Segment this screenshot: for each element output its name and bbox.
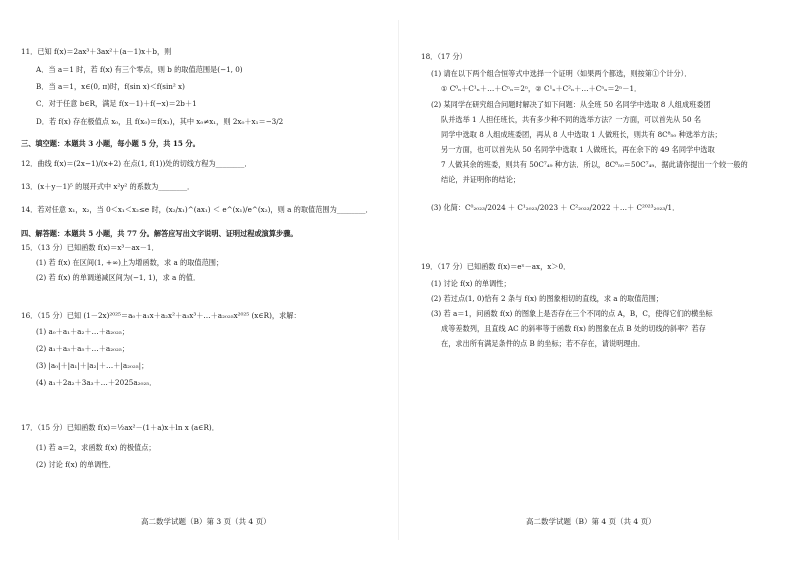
q12: 12．曲线 f(x)＝(2x−1)/(x+2) 在点(1, f(1))处的切线方程为________． (21, 159, 252, 168)
q17-part-1: (1) 若 a＝2，求函数 f(x) 的极值点； (36, 443, 156, 452)
q11-option-d: D．若 f(x) 存在极值点 x₀，且 f(x₀)＝f(x₁)，其中 x₀≠x₁，则 2x₀＋x₁＝−3/2 (36, 117, 284, 126)
q11-stem: 11．已知 f(x)＝2ax³＋3ax²＋(a－1)x＋b，则 (21, 47, 172, 56)
q11-option-c: C．对于任意 b∈R，满足 f(x－1)＋f(−x)＝2b＋1 (36, 99, 197, 108)
q15-part-2: (2) 若 f(x) 的单调递减区间为(−1, 1)，求 a 的值． (36, 273, 201, 282)
q18-part-3: (3) 化简：C⁰₂₀₂₃/2024 ＋ C¹₂₀₂₃/2023 ＋ C²₂₀₂₃/2022 ＋…＋ C²⁰²³₂₀₂₃/1． (431, 203, 680, 212)
section-3-heading: 三、填空题：本题共 3 小题，每小题 5 分，共 15 分。 (21, 139, 200, 148)
q13: 13．(x＋y－1)⁵ 的展开式中 x²y² 的系数为________． (21, 182, 195, 191)
q18-part-2-line-1: (2) 某同学在研究组合问题时解决了如下问题：从全班 50 名同学中选取 8 人组成班委团 (431, 100, 711, 109)
q16-part-3: (3) |a₀|＋|a₁|＋|a₂|＋…＋|a₂₀₂₅|； (36, 361, 149, 370)
q17-stem: 17．（15 分）已知函数 f(x)＝½ax²－(1＋a)x＋ln x (a∈R)． (21, 423, 219, 432)
q18-part-2-line-6: 结论，并证明你的结论； (441, 175, 521, 184)
q18-part-1: (1) 请在以下两个组合恒等式中选择一个证明（如果两个都选，则按第①个计分）． (431, 69, 692, 78)
q19-stem: 19．（17 分）已知函数 f(x)＝eˣ－ax，x＞0． (421, 262, 571, 271)
q11-option-b: B．当 a＝1，x∈(0, π)时，f(sin x)＜f(sin² x) (36, 82, 185, 91)
q16-stem: 16．（15 分）已知 (1－2x)²⁰²⁵＝a₀＋a₁x＋a₂x²＋a₃x³＋…＋a₂₀₂₅x²⁰²⁵ (x∈R)，求解： (21, 311, 301, 320)
q16-part-4: (4) a₁＋2a₂＋3a₃＋…＋2025a₂₀₂₅． (36, 378, 157, 387)
q19-part-3-line-3: 在，求出所有满足条件的点 B 的坐标；若不存在，请说明理由． (441, 339, 645, 348)
q14: 14．若对任意 x₁，x₂，当 0＜x₁＜x₂≤e 时，(x₂/x₁)^(ax₁) ＜ e^(x₁)/e^(x₂)，则 a 的取值范围为________． (21, 205, 373, 214)
exam-page-4 (400, 0, 800, 566)
q15-part-1: (1) 若 f(x) 在区间(1, +∞)上为增函数，求 a 的取值范围； (36, 258, 224, 267)
page-divider (398, 20, 399, 540)
q16-part-1: (1) a₀＋a₁＋a₂＋…＋a₂₀₂₅； (36, 327, 129, 336)
q15-stem: 15．（13 分）已知函数 f(x)＝x³－ax－1． (21, 243, 159, 252)
q18-part-2-line-3: 同学中选取 8 人组成班委团，再从 8 人中选取 1 人做班长，则共有 8C⁸₅₀ 种选举方法； (441, 130, 722, 139)
q18-part-2-line-4: 另一方面，也可以首先从 50 名同学中选取 1 人做班长，再在余下的 49 名同学中选取 (441, 145, 715, 154)
q17-part-2: (2) 讨论 f(x) 的单调性． (36, 460, 116, 469)
section-4-heading: 四、解答题：本题共 5 小题，共 77 分。解答应写出文字说明、证明过程或演算步骤。 (21, 229, 298, 238)
q18-part-2-line-2: 队并选举 1 人担任班长，共有多少种不同的选举方法？一方面，可以首先从 50 名 (441, 115, 702, 124)
q19-part-3-line-2: 成等差数列，且直线 AC 的斜率等于函数 f(x) 的图象在点 B 处的切线的斜率？若存 (441, 324, 706, 333)
page-4-footer: 高二数学试题（B）第 4 页（共 4 页） (526, 517, 656, 526)
q18-part-1-formulas: ① C⁰ₙ＋C¹ₙ＋…＋Cⁿₙ＝2ⁿ，② C¹ₙ＋C²ₙ＋…＋Cⁿₙ＝2ⁿ－1． (441, 84, 642, 93)
page-3-footer: 高二数学试题（B）第 3 页（共 4 页） (141, 517, 271, 526)
q19-part-1: (1) 讨论 f(x) 的单调性； (431, 279, 511, 288)
q19-part-3-line-1: (3) 若 a＝1，问函数 f(x) 的图象上是否存在三个不同的点 A，B，C，使得它们的横坐标 (431, 309, 713, 318)
q19-part-2: (2) 若过点(1, 0)恰有 2 条与 f(x) 的图象相切的直线，求 a 的取值范围； (431, 294, 663, 303)
q18-stem: 18．（17 分） (421, 52, 467, 61)
q16-part-2: (2) a₁＋a₃＋a₅＋…＋a₂₀₂₅； (36, 344, 129, 353)
q18-part-2-line-5: 7 人做其余的班委，则共有 50C⁷₄₉ 种方法．所以，8C⁸₅₀＝50C⁷₄₉．据此请你提出一个较一般的 (441, 160, 748, 169)
q11-option-a: A．当 a＝1 时，若 f(x) 有三个零点，则 b 的取值范围是(−1, 0) (36, 65, 243, 74)
